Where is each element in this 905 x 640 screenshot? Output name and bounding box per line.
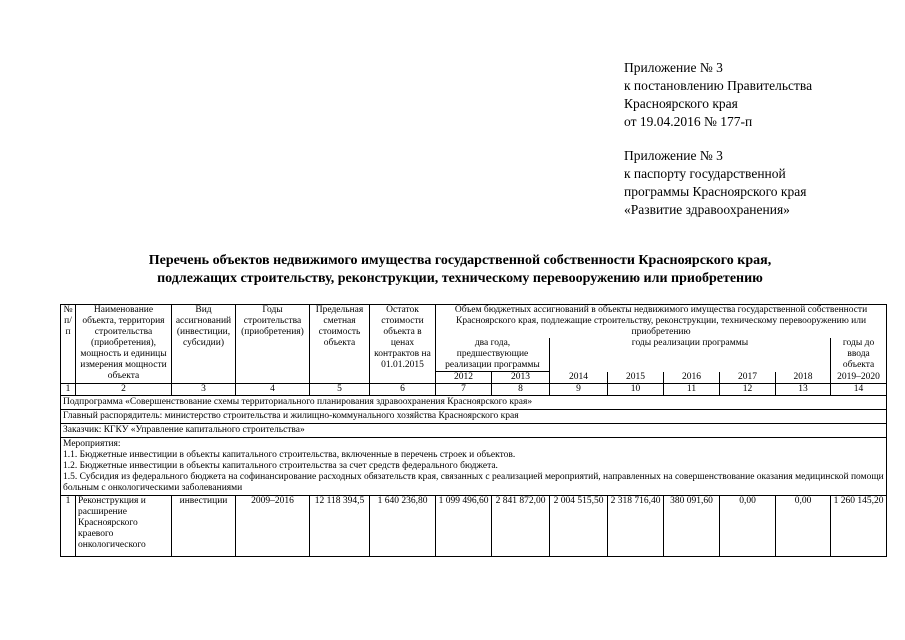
column-number: 3 xyxy=(172,384,236,396)
column-number: 4 xyxy=(236,384,310,396)
header-year: 2018 xyxy=(776,372,831,384)
appendix-line: «Развитие здравоохранения» xyxy=(624,202,790,217)
header-remaining-cost: Остаток стоимости объекта в ценах контрактов на 01.01.2015 xyxy=(370,305,436,384)
measures-line: 1.2. Бюджетные инвестиции в объекты капитального строительства за счет средств федерального бюджета. xyxy=(63,461,498,471)
row-value-2015: 2 318 716,40 xyxy=(608,496,664,557)
column-number: 2 xyxy=(76,384,172,396)
subprogram: Подпрограмма «Совершенствование схемы территориального планирования здравоохранения Красноярского края» xyxy=(61,396,887,410)
header-year: 2014 xyxy=(550,372,608,384)
title-line: подлежащих строительству, реконструкции, техническому перевооружению или приобретению xyxy=(157,271,763,286)
measures-line: Мероприятия: xyxy=(63,439,121,449)
header-year: 2017 xyxy=(720,372,776,384)
appendix-line: Приложение № 3 xyxy=(624,148,723,163)
measures-line: 1.5. Субсидия из федерального бюджета на софинансирование расходных обязательств края, связанных с реализацией мероприятий, направленных на совершенствование оказания медицинской помощи больным с онкологическими заболеваниями xyxy=(63,472,884,493)
main-manager: Главный распорядитель: министерство строительства и жилищно-коммунального хозяйства Красноярского края xyxy=(61,410,887,424)
header-object-name: Наименование объекта, территория строительства (приобретения), мощность и единицы измерения мощности объекта xyxy=(76,305,172,384)
measures xyxy=(61,438,887,496)
appendix-to-resolution xyxy=(624,59,812,131)
header-years-to-commission: годы до ввода объекта xyxy=(831,338,887,372)
column-number: 1 xyxy=(61,384,76,396)
appendix-to-passport xyxy=(624,147,806,219)
main-manager-row xyxy=(61,410,887,424)
appendix-line: от 19.04.2016 № 177-п xyxy=(624,114,753,129)
header-year: 2016 xyxy=(664,372,720,384)
row-value-2017: 0,00 xyxy=(720,496,776,557)
document-title xyxy=(60,252,860,288)
measures-row xyxy=(61,438,887,496)
customer-row xyxy=(61,424,887,438)
row-value-2014: 2 004 515,50 xyxy=(550,496,608,557)
column-number: 11 xyxy=(664,384,720,396)
header-construction-years: Годы строительства (приобретения) xyxy=(236,305,310,384)
row-max-cost: 12 118 394,5 xyxy=(310,496,370,557)
header-allocation-type: Вид ассигнований (инвестиции, субсидии) xyxy=(172,305,236,384)
column-number: 14 xyxy=(831,384,887,396)
appendix-line: к постановлению Правительства xyxy=(624,78,813,93)
column-number: 12 xyxy=(720,384,776,396)
row-object-name: Реконструкция и расширение Красноярского краевого онкологического xyxy=(76,496,172,557)
row-allocation-type: инвестиции xyxy=(172,496,236,557)
header-year: 2013 xyxy=(492,372,550,384)
measures-line: 1.1. Бюджетные инвестиции в объекты капитального строительства, включенные в перечень строек и объектов. xyxy=(63,450,516,460)
column-number: 13 xyxy=(776,384,831,396)
column-number: 8 xyxy=(492,384,550,396)
title-line: Перечень объектов недвижимого имущества государственной собственности Красноярского края, xyxy=(148,253,772,268)
column-number-row xyxy=(61,384,887,396)
column-number: 5 xyxy=(310,384,370,396)
row-value-2013: 2 841 872,00 xyxy=(492,496,550,557)
row-value-2018: 0,00 xyxy=(776,496,831,557)
header-num: № п/п xyxy=(61,305,76,384)
row-remaining-cost: 1 640 236,80 xyxy=(370,496,436,557)
header-row xyxy=(61,305,887,339)
row-value-2016: 380 091,60 xyxy=(664,496,720,557)
table-row xyxy=(61,496,887,557)
row-value-2012: 1 099 496,60 xyxy=(436,496,492,557)
row-num: 1 xyxy=(61,496,76,557)
subprogram-row xyxy=(61,396,887,410)
header-year: 2012 xyxy=(436,372,492,384)
appendix-line: программы Красноярского края xyxy=(624,184,807,199)
column-number: 6 xyxy=(370,384,436,396)
column-number: 7 xyxy=(436,384,492,396)
header-max-cost: Предельная сметная стоимость объекта xyxy=(310,305,370,384)
column-number: 9 xyxy=(550,384,608,396)
header-budget-group: Объем бюджетных ассигнований в объекты недвижимого имущества государственной собственности Красноярского края, подлежащие строительству, реконструкции, техническому перевооружению или приобретению xyxy=(436,305,887,339)
header-year: 2019–2020 xyxy=(831,372,887,384)
row-construction-years: 2009–2016 xyxy=(236,496,310,557)
appendix-line: Красноярского края xyxy=(624,96,738,111)
appendix-line: к паспорту государственной xyxy=(624,166,786,181)
column-number: 10 xyxy=(608,384,664,396)
appendix-line: Приложение № 3 xyxy=(624,60,723,75)
header-two-years: два года, предшествующие реализации программы xyxy=(436,338,550,372)
header-year: 2015 xyxy=(608,372,664,384)
customer: Заказчик: КГКУ «Управление капитального строительства» xyxy=(61,424,887,438)
header-program-years: годы реализации программы xyxy=(550,338,831,372)
objects-table xyxy=(60,304,887,557)
row-value-2019-2020: 1 260 145,20 xyxy=(831,496,887,557)
